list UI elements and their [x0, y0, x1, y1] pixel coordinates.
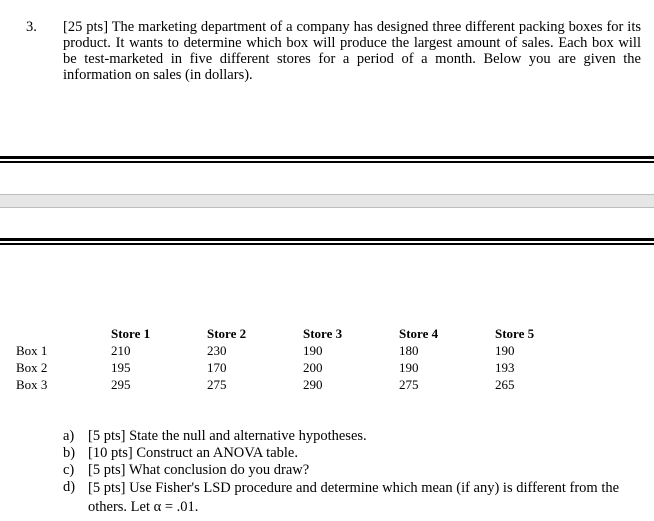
grey-divider-band — [0, 194, 654, 208]
sub-question-b — [63, 445, 643, 462]
double-rule-top-a — [0, 156, 654, 159]
table-cell: 190 — [399, 360, 419, 375]
row-label: Box 2 — [16, 360, 48, 375]
table-cell: 193 — [495, 360, 515, 375]
double-rule-top-b — [0, 161, 654, 163]
sub-question-text: [5 pts] What conclusion do you draw? — [88, 462, 310, 478]
table-cell: 230 — [207, 343, 227, 358]
sub-question-text: [5 pts] State the null and alternative hypotheses. — [88, 428, 367, 444]
table-cell: 275 — [399, 377, 419, 392]
table-cell: 265 — [495, 377, 515, 392]
sub-question-list — [63, 428, 643, 517]
table-row — [16, 359, 555, 376]
question-text: [25 pts] The marketing department of a company has designed three different packing boxes for its product. It wants to determine which box will produce the largest amount of sales. Each box will be test-marketed in five different stores for a period of a month. Below you are given the information on sales (in dollars). — [63, 19, 641, 83]
column-header: Store 2 — [207, 326, 247, 341]
question-number: 3. — [26, 19, 37, 35]
sub-question-d — [63, 479, 643, 517]
table-cell: 290 — [303, 377, 323, 392]
sub-question-label: d) — [63, 479, 76, 495]
column-header: Store 1 — [111, 326, 151, 341]
table-row — [16, 376, 555, 393]
sub-question-label: a) — [63, 428, 75, 444]
table-cell: 180 — [399, 343, 419, 358]
column-header: Store 4 — [399, 326, 439, 341]
sub-question-label: c) — [63, 462, 75, 478]
table-cell: 170 — [207, 360, 227, 375]
table-cell: 295 — [111, 377, 131, 392]
column-header: Store 3 — [303, 326, 343, 341]
sub-question-text: [10 pts] Construct an ANOVA table. — [88, 445, 298, 461]
sub-question-c — [63, 462, 643, 479]
row-label: Box 1 — [16, 343, 48, 358]
sub-question-text: [5 pts] Use Fisher's LSD procedure and determine which mean (if any) is different from the others. Let α = .01. — [88, 480, 620, 515]
double-rule-bottom-b — [0, 243, 654, 245]
row-label: Box 3 — [16, 377, 48, 392]
table-cell: 275 — [207, 377, 227, 392]
sales-table — [16, 325, 555, 393]
table-cell: 190 — [303, 343, 323, 358]
table-corner-cell — [16, 325, 111, 342]
table-cell: 200 — [303, 360, 323, 375]
double-rule-bottom-a — [0, 238, 654, 241]
table-cell: 190 — [495, 343, 515, 358]
table-row — [16, 342, 555, 359]
table-header-row — [16, 325, 555, 342]
sub-question-label: b) — [63, 445, 76, 461]
table-cell: 210 — [111, 343, 131, 358]
sub-question-a — [63, 428, 643, 445]
table-cell: 195 — [111, 360, 131, 375]
column-header: Store 5 — [495, 326, 535, 341]
